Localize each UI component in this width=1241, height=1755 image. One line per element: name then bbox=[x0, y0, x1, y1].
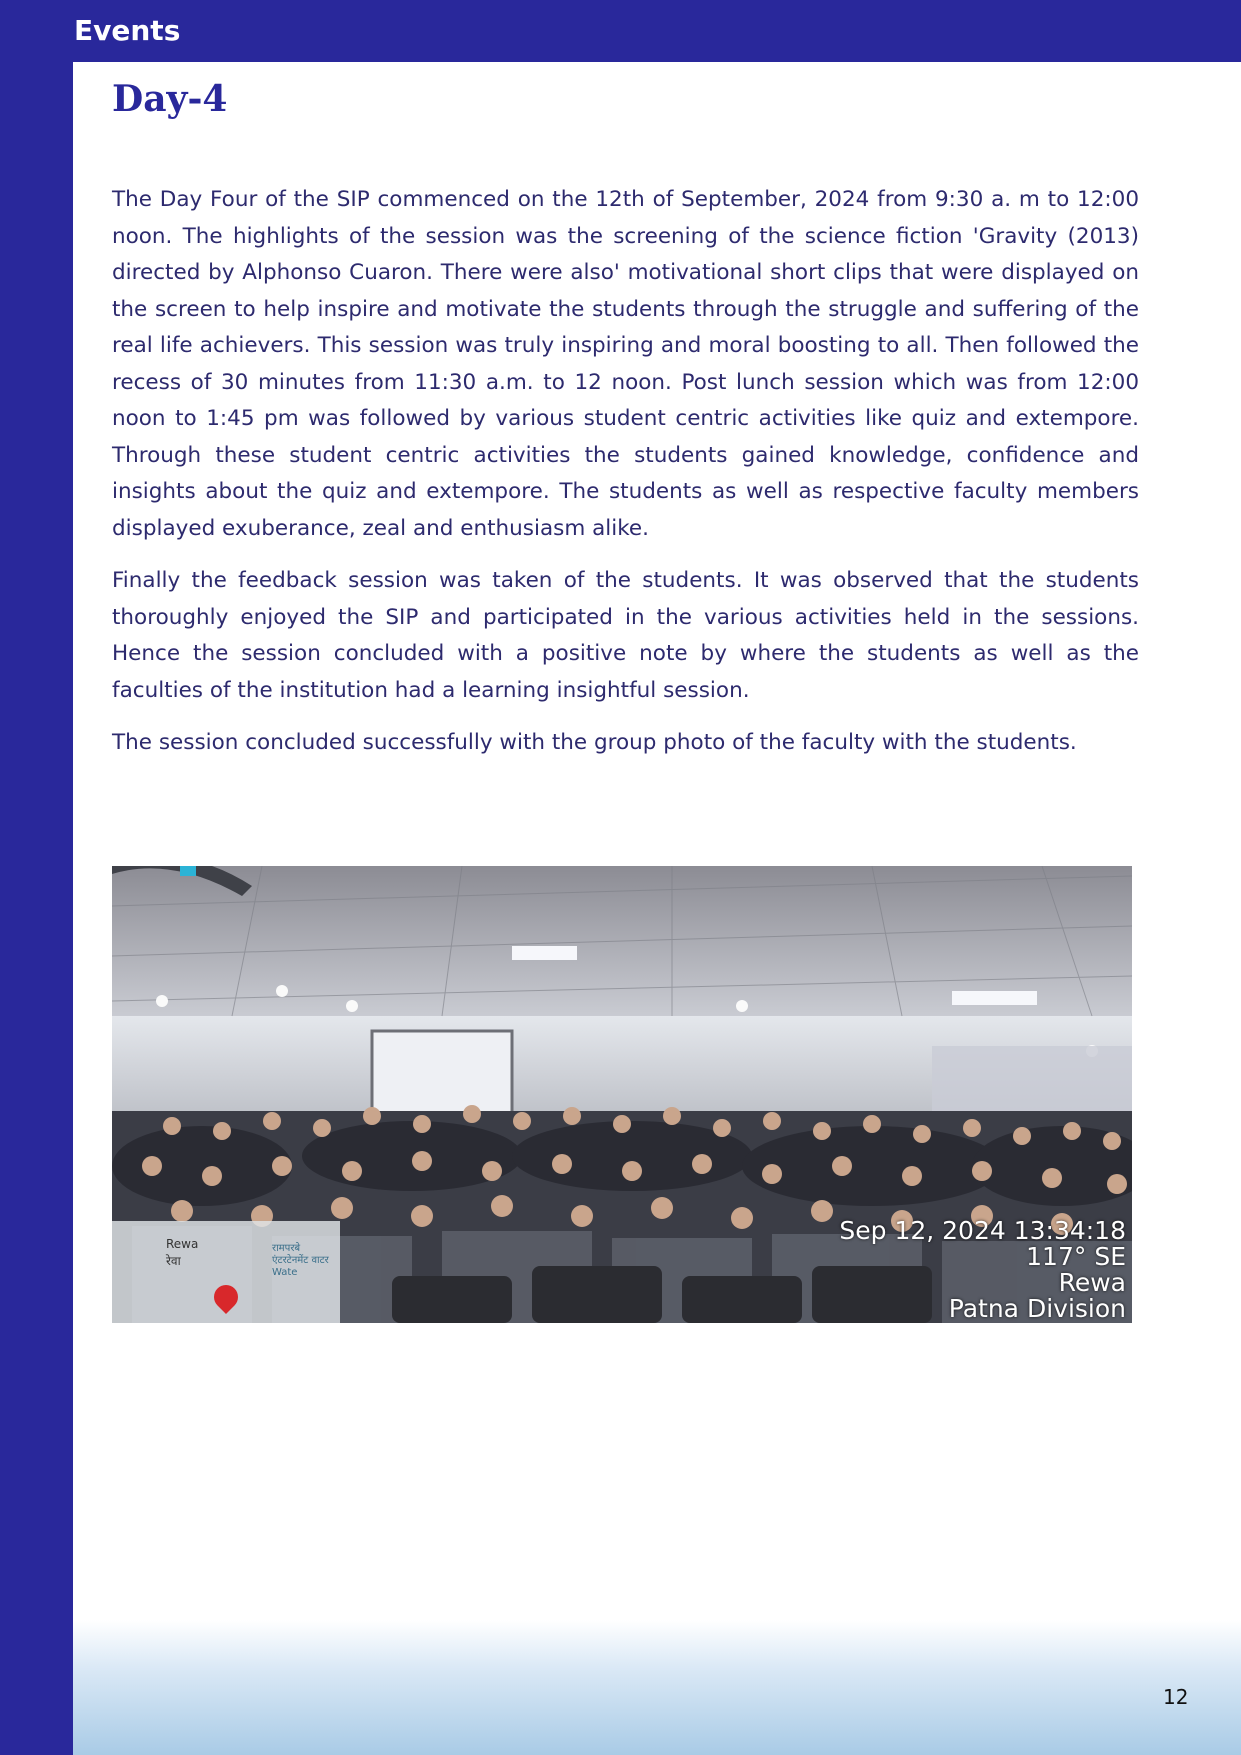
footer-gradient bbox=[73, 1620, 1241, 1755]
header-title: Events bbox=[74, 14, 181, 47]
section-title: Day-4 bbox=[112, 78, 228, 120]
map-label-rewa-hindi: रेवा bbox=[166, 1254, 181, 1268]
map-label-area-line-2: एंटरटेनमेंट वाटर bbox=[272, 1255, 329, 1266]
stamp-division: Patna Division bbox=[948, 1294, 1126, 1323]
stamp-city: Rewa bbox=[1058, 1268, 1126, 1297]
paragraph-1: The Day Four of the SIP commenced on the 12th of September, 2024 from 9:30 a. m to 12:00 noon. The highlights of the session was the screening of the science fiction 'Gravity (2013) directed by Alphonso Cuaron. There were also' motivational short clips that were displayed on the screen to help inspire and motivate the students through the struggle and suffering of the real life achievers. This session was truly inspiring and moral boosting to all. Then followed the recess of 30 minutes from 11:30 a.m. to 12 noon. Post lunch session which was from 12:00 noon to 1:45 pm was followed by various student centric activities like quiz and extempore. Through these student centric activities the students gained knowledge, confidence and insights about the quiz and extempore. The students as well as respective faculty members displayed exuberance, zeal and enthusiasm alike. bbox=[112, 187, 1139, 541]
map-pin-icon bbox=[209, 1280, 243, 1314]
left-sidebar-band bbox=[0, 0, 73, 1755]
map-label-area-line-3: Wate bbox=[272, 1267, 298, 1278]
map-label-area-line-1: रामपरबे bbox=[272, 1243, 301, 1254]
stamp-datetime: Sep 12, 2024 13:34:18 bbox=[839, 1216, 1126, 1245]
paragraph-3: The session concluded successfully with the group photo of the faculty with the students. bbox=[112, 730, 1077, 755]
paragraph-2: Finally the feedback session was taken of the students. It was observed that the students thoroughly enjoyed the SIP and participated in the various activities held in the sessions. Hence the session concluded with a positive note by where the students as well as the faculties of the institution had a learning insightful session. bbox=[112, 568, 1139, 703]
location-map-overlay bbox=[112, 1221, 340, 1323]
stamp-heading: 117° SE bbox=[1026, 1242, 1126, 1271]
map-label-rewa: Rewa bbox=[166, 1237, 199, 1251]
page-number: 12 bbox=[1163, 1685, 1189, 1709]
map-label-area bbox=[272, 1243, 329, 1279]
header-bar bbox=[0, 0, 1241, 62]
photo-timestamp bbox=[839, 1218, 1126, 1322]
group-photo bbox=[112, 866, 1132, 1323]
body-text bbox=[112, 182, 1139, 778]
